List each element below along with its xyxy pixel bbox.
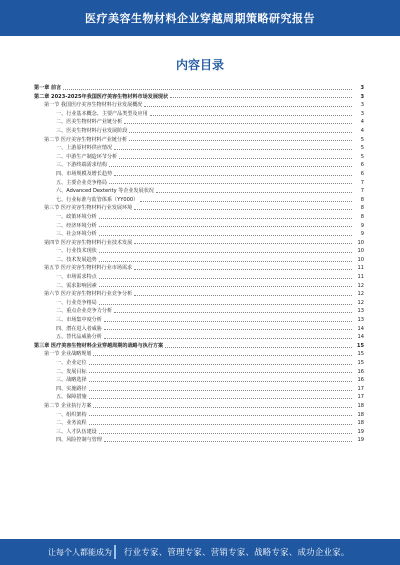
toc-entry[interactable] [34,187,364,196]
toc-entry[interactable] [34,118,364,127]
toc-entry-text: 三、社会环境分析 [56,231,97,238]
toc-leader-dots [63,89,352,90]
report-header [0,0,400,36]
toc-entry-text: 四、风险控制与管理 [56,437,102,444]
toc-entry-page: 14 [357,334,364,341]
toc-entry-text: 一、企业定位 [56,360,87,366]
toc-entry-page: 3 [360,102,364,109]
toc-entry-page: 18 [357,411,364,418]
toc-entry[interactable] [34,144,364,153]
toc-entry[interactable] [34,239,364,248]
toc-entry-page: 8 [360,213,364,220]
toc-entry-text: 二、发展目标 [56,368,87,375]
toc-entry-page: 8 [360,196,364,203]
toc-entry-page: 7 [360,179,364,186]
toc-entry-text: 第二节 企业执行方案 [44,402,92,409]
toc-entry-page: 9 [360,231,364,238]
toc-entry-page: 5 [360,136,364,143]
toc-entry-page: 10 [357,248,364,255]
toc-leader-dots [170,97,352,98]
toc-entry[interactable] [34,307,364,316]
toc-entry-text: 三、人才队伍建设 [56,428,97,435]
toc-leader-dots [150,115,352,116]
toc-entry-text: 五、主要企业竞争格局 [56,179,107,186]
toc-entry[interactable] [34,127,364,136]
toc-entry-text: 三、医美生物材料行业发展阶段 [56,127,128,134]
toc-entry-text: 四、实施路径 [56,385,87,392]
table-of-contents [34,84,364,502]
toc-leader-dots [89,424,352,425]
toc-entry[interactable] [34,161,364,170]
toc-entry-text: 二、中游生产制造环节分析 [56,153,118,160]
toc-entry[interactable] [34,359,364,368]
toc-entry-page: 12 [357,291,364,298]
toc-entry[interactable] [34,290,364,299]
toc-entry-text: 二、技术发展趋势 [56,256,97,263]
toc-entry-text: 一、市场需求特点 [56,274,97,281]
toc-entry-text: 二、经济环境分析 [56,222,97,229]
toc-leader-dots [99,261,352,262]
toc-entry[interactable] [34,256,364,265]
toc-entry[interactable] [34,170,364,179]
toc-entry-text: 六、Advanced Dexterity 等企业发展状况 [56,188,154,195]
toc-entry-text: 四、市场规模及增长趋势 [56,170,113,177]
toc-leader-dots [134,295,352,296]
toc-entry[interactable] [34,299,364,308]
toc-leader-dots [104,321,352,322]
toc-entry[interactable] [34,101,364,110]
toc-entry-page: 19 [357,428,364,435]
toc-entry-page: 15 [357,351,364,358]
toc-entry-page: 7 [360,188,364,195]
toc-entry-page: 3 [360,85,364,91]
report-footer [0,539,400,565]
toc-entry[interactable] [34,136,364,145]
toc-entry-text: 三、战略选择 [56,377,87,384]
toc-leader-dots [134,243,352,244]
toc-entry-page: 18 [357,402,364,409]
toc-entry-page: 12 [357,282,364,289]
toc-entry-text: 第一章 前言 [34,85,62,91]
toc-entry-page: 11 [357,274,364,281]
toc-entry-text: 三、下游终端需求结构 [56,162,107,169]
toc-entry[interactable] [34,428,364,437]
toc-entry-page: 10 [357,256,364,263]
toc-entry-page: 17 [357,394,364,401]
toc-entry-page: 3 [360,110,364,117]
toc-entry-page: 16 [357,368,364,375]
toc-leader-dots [99,286,352,287]
toc-entry-text: 第五节 医疗美容生物材料行业市场需求 [44,265,133,272]
toc-leader-dots [129,132,352,133]
toc-leader-dots [104,338,352,339]
toc-entry[interactable] [34,393,364,402]
toc-leader-dots [119,158,352,159]
toc-entry-text: 一、行业基本概念、主要产品类型及应用 [56,110,148,117]
toc-entry-page: 4 [360,127,364,134]
toc-leader-dots [104,441,352,442]
toc-leader-dots [89,364,352,365]
toc-entry[interactable] [34,385,364,394]
toc-leader-dots [99,278,352,279]
toc-entry[interactable] [34,247,364,256]
toc-entry-page: 4 [360,119,364,126]
toc-leader-dots [99,433,352,434]
toc-entry[interactable] [34,230,364,239]
toc-entry[interactable] [34,110,364,119]
toc-leader-dots [109,183,352,184]
toc-entry[interactable] [34,436,364,445]
toc-entry[interactable] [34,213,364,222]
toc-entry-page: 18 [357,420,364,427]
toc-leader-dots [165,347,352,348]
toc-entry-page: 5 [360,153,364,160]
toc-entry[interactable] [34,350,364,359]
toc-entry[interactable] [34,333,364,342]
toc-entry-text: 一、政策环境分析 [56,213,97,220]
toc-leader-dots [114,149,352,150]
toc-leader-dots [99,304,352,305]
toc-entry-text: 三、市场集中度分析 [56,317,102,324]
toc-entry[interactable] [34,368,364,377]
toc-leader-dots [89,372,352,373]
toc-entry-page: 8 [360,205,364,212]
toc-entry-text: 第二章 2023-2025年我国医疗美容生物材料市场发展现状 [34,93,169,100]
toc-leader-dots [156,192,352,193]
toc-leader-dots [89,398,352,399]
toc-entry[interactable] [34,204,364,213]
toc-leader-dots [99,226,352,227]
toc-entry-text: 四、潜在进入者威胁 [56,325,102,332]
toc-entry[interactable] [34,342,364,351]
toc-entry[interactable] [34,273,364,282]
toc-entry-page: 9 [360,222,364,229]
toc-entry[interactable] [34,264,364,273]
toc-leader-dots [114,175,352,176]
toc-entry[interactable] [34,222,364,231]
toc-leader-dots [114,312,352,313]
toc-leader-dots [124,123,352,124]
toc-entry-text: 二、需求影响因素 [56,282,97,289]
toc-entry[interactable] [34,402,364,411]
footer-text: 让每个人都能成为 [48,548,112,557]
toc-entry[interactable] [34,93,364,102]
toc-entry[interactable] [34,376,364,385]
toc-leader-dots [104,329,352,330]
toc-entry[interactable] [34,325,364,334]
toc-entry-text: 第四节 医疗美容生物材料行业技术发展 [44,239,133,246]
footer-slogan: 行业专家、管理专家、营销专家、战略专家、成功企业家。 [124,547,350,557]
toc-entry-text: 七、行业标准与监管体系（YY000） [56,196,139,203]
toc-entry-page: 13 [357,308,364,315]
toc-leader-dots [99,218,352,219]
toc-entry[interactable] [34,419,364,428]
toc-leader-dots [93,355,352,356]
footer-divider [114,545,116,559]
toc-entry-text: 五、替代品威胁分析 [56,334,102,341]
toc-entry-page: 3 [360,93,364,100]
toc-leader-dots [109,166,352,167]
toc-entry-text: 第三章 医疗美容生物材料企业穿越周期的战略与执行方案 [34,342,164,349]
toc-entry-page: 12 [357,299,364,306]
toc-entry-page: 16 [357,377,364,384]
toc-leader-dots [89,381,352,382]
toc-entry[interactable] [34,153,364,162]
toc-entry[interactable] [34,179,364,188]
toc-leader-dots [134,209,352,210]
toc-entry[interactable] [34,196,364,205]
toc-entry-text: 第六节 医疗美容生物材料行业竞争分析 [44,291,133,298]
toc-entry-page: 13 [357,317,364,324]
toc-entry-page: 11 [357,265,364,272]
toc-heading: 内容目录 [175,58,224,72]
toc-leader-dots [89,390,352,391]
toc-entry-text: 第三节 医疗美容生物材料行业发展环境 [44,205,133,212]
toc-leader-dots [93,407,352,408]
toc-entry[interactable] [34,316,364,325]
toc-entry-page: 6 [360,162,364,169]
toc-entry-text: 一、组织架构 [56,411,87,418]
toc-leader-dots [89,415,352,416]
toc-leader-dots [140,201,352,202]
toc-entry-text: 第二节 医疗美容生物材料产业链分析 [44,136,128,143]
toc-entry-page: 15 [356,342,364,349]
report-title: 医疗美容生物材料企业穿越周期策略研究报告 [85,12,315,25]
toc-entry-text: 一、行业竞争格局 [56,299,97,306]
toc-entry-text: 一、上游原材料供应情况 [56,145,113,152]
toc-entry-text: 二、业务流程 [56,420,87,427]
toc-entry-text: 第一节 企业战略规划 [44,351,92,358]
toc-entry-text: 五、保障措施 [56,394,87,401]
toc-leader-dots [144,106,352,107]
toc-entry-text: 二、医美生物材料产业链分析 [56,119,123,126]
toc-entry-page: 5 [360,145,364,152]
toc-leader-dots [99,252,352,253]
toc-entry-page: 17 [357,385,364,392]
toc-entry-text: 第一节 我国医疗美容生物材料行业发展概况 [44,102,143,109]
toc-entry[interactable] [34,282,364,291]
toc-leader-dots [129,140,352,141]
toc-entry[interactable] [34,411,364,420]
toc-leader-dots [99,235,352,236]
toc-entry[interactable] [34,84,364,93]
toc-leader-dots [134,269,352,270]
toc-entry-text: 二、重点企业竞争力分析 [56,308,113,315]
toc-entry-page: 10 [357,239,364,246]
toc-entry-page: 19 [357,437,364,444]
toc-entry-text: 一、行业技术现状 [56,248,97,255]
toc-entry-page: 6 [360,170,364,177]
toc-entry-page: 14 [357,325,364,332]
toc-entry-page: 15 [357,360,364,366]
